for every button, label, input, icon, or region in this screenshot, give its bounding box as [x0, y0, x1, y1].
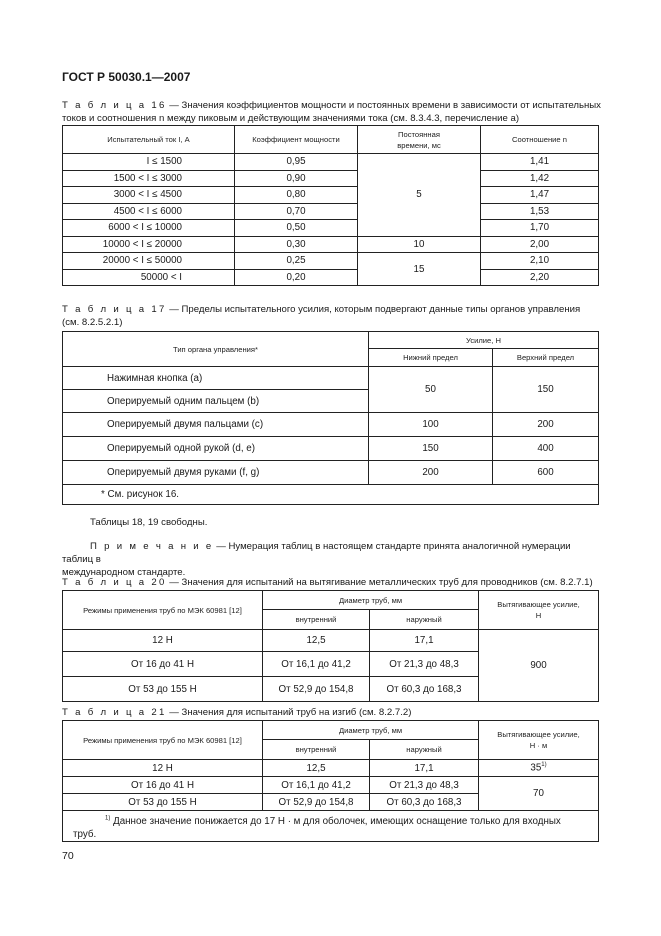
table-cell: 50000 < I [63, 269, 235, 286]
table-cell: 1,53 [481, 203, 599, 220]
table-cell: От 53 до 155 Н [63, 794, 263, 811]
table-cell: 0,95 [235, 154, 358, 171]
table16-header-time: Постоянная времени, мс [358, 126, 481, 154]
table21-label: Т а б л и ц а 21 [62, 707, 167, 718]
table17-merged-high: 150 [493, 367, 599, 413]
table20-header-mode: Режимы применения труб по МЭК 60981 [12] [63, 591, 263, 630]
table-cell: 1,70 [481, 220, 599, 237]
table-cell: 12,5 [263, 630, 370, 652]
table-cell: От 53 до 155 Н [63, 677, 263, 702]
table-cell: Оперируемый двумя пальцами (c) [63, 413, 369, 437]
table16 [62, 125, 599, 286]
table-cell: 1500 < I ≤ 3000 [63, 170, 235, 187]
table-cell: 17,1 [370, 630, 479, 652]
table21-header-force: Вытягивающее усилие, Н · м [479, 721, 599, 760]
table16-time-group-1: 5 [358, 154, 481, 237]
document-title: ГОСТ Р 50030.1—2007 [62, 70, 191, 84]
table20-header-outer: наружный [370, 610, 479, 630]
table-cell: От 60,3 до 168,3 [370, 677, 479, 702]
table17-caption-line2: (см. 8.2.5.2.1) [62, 317, 123, 328]
table-cell: 0,30 [235, 236, 358, 253]
table-cell: Оперируемый одним пальцем (b) [63, 390, 369, 413]
table21 [62, 720, 599, 842]
table-cell: Нажимная кнопка (a) [63, 367, 369, 390]
table20-label: Т а б л и ц а 20 [62, 577, 167, 588]
table-cell: 10000 < I ≤ 20000 [63, 236, 235, 253]
table-cell: От 21,3 до 48,3 [370, 777, 479, 794]
table-cell: 100 [369, 413, 493, 437]
table-cell: 1,47 [481, 187, 599, 204]
table17-header-low: Нижний предел [369, 349, 493, 367]
table20-force-value: 900 [479, 630, 599, 702]
note-label: П р и м е ч а н и е [90, 541, 214, 552]
free-tables-text: Таблицы 18, 19 свободны. [90, 517, 208, 528]
table-cell: 400 [493, 437, 599, 461]
table20-caption: Т а б л и ц а 20 — Значения для испытаний на вытягивание металлических труб для проводников (см. 8.2.7.1) [62, 577, 593, 588]
table16-caption: Т а б л и ц а 16 — Значения коэффициентов мощности и постоянных времени в зависимости от испытательных токов и соотношения n между пиковым и действующим значениями тока (см. 8.3.4.3, перечисление a) [62, 100, 601, 124]
table-cell: 200 [493, 413, 599, 437]
table16-caption-line2: токов и соотношения n между пиковым и действующим значениями тока (см. 8.3.4.3, перечисление a) [62, 113, 520, 124]
table-cell: 17,1 [370, 760, 479, 777]
table17-header-high: Верхний предел [493, 349, 599, 367]
table-cell: 150 [369, 437, 493, 461]
table-cell: От 16 до 41 Н [63, 652, 263, 677]
table-cell: 20000 < I ≤ 50000 [63, 253, 235, 270]
table16-header-ratio: Соотношение n [481, 126, 599, 154]
note-line2: международном стандарте. [62, 567, 186, 578]
table-cell: Оперируемый одной рукой (d, e) [63, 437, 369, 461]
table17-header-force: Усилие, Н [369, 332, 599, 349]
table-cell: 0,70 [235, 203, 358, 220]
table-cell: Оперируемый двумя руками (f, g) [63, 461, 369, 485]
table-cell: I ≤ 1500 [63, 154, 235, 171]
table17-footnote: * См. рисунок 16. [63, 485, 599, 505]
table21-header-diameter: Диаметр труб, мм [263, 721, 479, 740]
table-cell: 1,41 [481, 154, 599, 171]
table17-merged-low: 50 [369, 367, 493, 413]
table17 [62, 331, 599, 505]
table17-caption: Т а б л и ц а 17 — Пределы испытательного усилия, которым подвергают данные типы органов управления (см. 8.2.5.2.1) [62, 304, 581, 328]
table20 [62, 590, 599, 702]
table20-header-diameter: Диаметр труб, мм [263, 591, 479, 610]
table-cell: 12 Н [63, 630, 263, 652]
table-cell: От 21,3 до 48,3 [370, 652, 479, 677]
table21-header-outer: наружный [370, 740, 479, 760]
table-cell: 200 [369, 461, 493, 485]
table-cell: От 52,9 до 154,8 [263, 794, 370, 811]
page-number: 70 [62, 850, 74, 862]
table-cell: 600 [493, 461, 599, 485]
table21-header-mode: Режимы применения труб по МЭК 60981 [12] [63, 721, 263, 760]
table21-footnote: $^{1)}$ Данное значение понижается до 17 Н · м для оболочек, имеющих оснащение только для входных труб. [63, 811, 599, 842]
table20-header-force: Вытягивающее усилие, Н [479, 591, 599, 630]
table16-header-pf: Коэффициент мощности [235, 126, 358, 154]
table-cell: 1,42 [481, 170, 599, 187]
table-cell: 6000 < I ≤ 10000 [63, 220, 235, 237]
note: П р и м е ч а н и е — Нумерация таблиц в настоящем стандарте принята аналогичной нумерации таблиц в международном стандарте. [62, 541, 571, 578]
table-cell: От 60,3 до 168,3 [370, 794, 479, 811]
table16-label: Т а б л и ц а 16 [62, 100, 167, 111]
table-cell: От 16,1 до 41,2 [263, 652, 370, 677]
table-cell: 3000 < I ≤ 4500 [63, 187, 235, 204]
table21-caption: Т а б л и ц а 21 — Значения для испытаний труб на изгиб (см. 8.2.7.2) [62, 707, 412, 718]
table21-force-first: 35$^{1)}$ [479, 760, 599, 777]
table-cell: 12 Н [63, 760, 263, 777]
table-cell: От 16,1 до 41,2 [263, 777, 370, 794]
table-cell: От 16 до 41 Н [63, 777, 263, 794]
table-cell: 0,50 [235, 220, 358, 237]
table-cell: 2,10 [481, 253, 599, 270]
table-cell: 4500 < I ≤ 6000 [63, 203, 235, 220]
table16-time-group-3: 15 [358, 253, 481, 286]
table21-header-inner: внутренний [263, 740, 370, 760]
table-cell: 2,00 [481, 236, 599, 253]
table-cell: 2,20 [481, 269, 599, 286]
table17-label: Т а б л и ц а 17 [62, 304, 167, 315]
table20-header-inner: внутренний [263, 610, 370, 630]
table-cell: 12,5 [263, 760, 370, 777]
table-cell: 0,25 [235, 253, 358, 270]
table-cell: 0,20 [235, 269, 358, 286]
table-cell: От 52,9 до 154,8 [263, 677, 370, 702]
table17-header-type: Тип органа управления* [63, 332, 369, 367]
table16-header-current: Испытательный ток I, А [63, 126, 235, 154]
table-cell: 0,90 [235, 170, 358, 187]
table16-time-group-2: 10 [358, 236, 481, 253]
table21-force-rest: 70 [479, 777, 599, 811]
table-cell: 0,80 [235, 187, 358, 204]
